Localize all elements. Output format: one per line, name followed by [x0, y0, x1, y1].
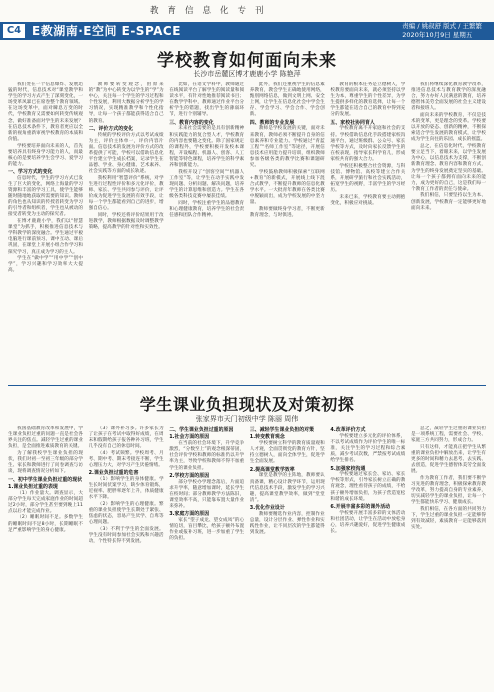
paragraph: 学生在“做中学”“用中学”“创中学”，学习兴趣和学习效率大大提高。 [8, 256, 83, 274]
masthead [0, 0, 494, 40]
paragraph: 在当前的社会环境下，升学竞争激烈，“分数至上”的观念根深蒂固，社会评价学校和教师的标准仍以升学率为主，导致学校和教师不得不加重学生的课业负担。 [169, 441, 245, 471]
article2-title: 学生课业负担现状及对策初探 [139, 395, 355, 414]
article-column [169, 426, 244, 688]
paragraph: 教师要精选作业内容，控制作业总量，设计分层作业、弹性作业和实践性作业，让不同层次的学生都能得到发展。 [249, 511, 325, 536]
paragraph: 学校要建立多元化的评价体系，不以考试成绩作为评价学生的唯一标准，关注学生的学习过程和综合素质，减少考试次数，严禁按考试成绩给学生排名。 [330, 433, 406, 464]
section-heading: 3.优化作业设计 [249, 505, 285, 512]
paragraph: 同时，学校注重学生的品德教育和心理健康教育，培养学生的社会责任感和团队合作精神。 [169, 200, 245, 218]
paragraph: 面向未来的学校教育，不仅是技术的变革，更是理念的变革。学校要以开放的姿态、创新的精神，不断探索适合学生发展的教育模式，让学校成为学生向往的乐园、成长的摇篮。 [411, 113, 486, 143]
paragraph: 学校还积极整合社会资源，与科技馆、博物馆、高校等建立合作关系，开展研学旅行和社会实践活动，拓宽学生的视野，丰富学生的学习经历。 [330, 163, 406, 193]
paragraph: 我国基础教育改革和发展中，学生课业负担过重的问题一直是社会各界关注的焦点。减轻学生过重的课业负担，是全面推进素质教育的关键。 [8, 426, 83, 450]
paragraph: 只有这样，才能真正把学生从繁重的课业负担中解放出来，让学生有更多的时间和精力去思考、去实践、去创造，促进学生德智体美劳全面发展。 [411, 444, 486, 475]
article-divider [8, 385, 486, 386]
section-heading: 2.学校方面的原因 [169, 472, 210, 479]
article-column [411, 82, 486, 380]
paragraph: 教师要做终身学习者，不断更新教育理念，与时俱进。 [249, 206, 325, 218]
masthead-info [402, 22, 482, 40]
section-heading: 四、教师的专业发展 [249, 119, 295, 126]
paragraph: 总之，减轻学生过重的课业负担是一项系统工程，需要社会、学校、家庭三方共同努力，形成合力。 [411, 426, 486, 444]
article-column [8, 426, 83, 688]
section-heading: 二、评价方式的变化 [88, 125, 134, 132]
masthead-slogan: 教育信息化专刊 [150, 6, 273, 16]
paragraph: （2）影响学生的心理健康。繁重的课业负担使学生长期处于紧张、焦虑的状态，容易产生厌学、自卑等心理问题。 [88, 502, 164, 526]
section-heading: 2.课业负担过重的危害 [88, 470, 139, 477]
paragraph: （2）睡眠时间不足。多数学生的睡眠时间不足8小时，长期睡眠不足严重影响学生的身心健康。 [8, 515, 83, 533]
paragraph: 比如，在语文学科中，教师通过在线阅读平台了解学生的阅读量和阅读水平，有针对性地推荐阅读书目；在数学学科中，教师通过作业平台分析学生的错题，找出学生的薄弱环节，进行个别辅导。 [169, 82, 245, 118]
article2-byline: 张家界市天门初级中学 陈丽 周伟 [195, 415, 299, 423]
paragraph: 部分学校办学理念落后，片面追求升学率，随意增加课时，延长学生在校时间；部分教师教学方法陈旧，课堂效率不高，只能靠布置大量作业来弥补。 [169, 479, 245, 509]
paragraph: 传统的学校评价方式以考试成绩为主，评价主体单一，评价内容片面。信息技术的发展为评价方式的改革提供了可能，学校可以借助信息化平台建立学生成长档案，记录学生在品德、学业、身心健康、艺术素养、社会实践等方面的成长轨迹。 [88, 132, 164, 175]
paragraph: 我们相信，只要坚持以生为本、创新发展，学校教育一定能够更好地面向未来。 [411, 193, 486, 211]
section-heading: 1.课业负担过重的表现 [8, 483, 58, 490]
paragraph: 学校要培养面向未来的人，首先要培养具有终身学习能力的人，而最核心的是要培养学生会学习、爱学习的能力。 [8, 143, 83, 167]
article-column [8, 82, 83, 380]
article-column [89, 82, 164, 380]
paragraph: 我们将继续深化教育教学改革，推进信息技术与教育教学的深度融合，努力办好人民满意的教育，培养德智体美劳全面发展的社会主义建设者和接班人。 [411, 82, 486, 112]
date-line: 2020年10月9日 星期五 [402, 31, 473, 39]
section-heading: 一、学习方式的变化 [8, 169, 53, 176]
paragraph: （1）影响学生的身体健康。学生长时间伏案学习，缺少体育锻炼，近视率、肥胖率逐年上升，体质健康水平下降。 [88, 477, 164, 501]
article-column [250, 426, 325, 688]
section-heading: 4.改革评价方式 [330, 427, 366, 434]
paragraph: 学校鼓励教师积极探索“互联网+教育”的新模式，开展线上线下混合式教学，不断提升教师的信息化教学水平。一大批青年教师在各类比赛中脱颖而出，成为学校发展的中坚力量。 [249, 169, 325, 206]
article1-byline: 长沙市岳麓区博才鹿鹿小学 陈艳萍 [193, 70, 301, 78]
article-column [250, 82, 325, 380]
paragraph: （3）课外补习多。许多家长为了让孩子在考试中取得好成绩，在周末和假期给孩子报各种补习班，学生几乎没有自己的休息时间。 [88, 426, 164, 450]
article-column [411, 426, 486, 688]
paragraph: 学校要通过家长会、家访、家长学校等形式，引导家长树立正确的教育观念，理性看待孩子的成绩，不给孩子额外增加负担，为孩子营造宽松和谐的成长环境。 [330, 472, 406, 502]
section-heading: 五、家校社协同育人 [330, 119, 375, 126]
paragraph: 我校开设了“创客空间”“机器人工作室”等，让学生在动手实践中发现问题、分析问题、解决问题，培养学生的计算思维和创造力。学生在各级各类科技竞赛中屡获佳绩。 [169, 169, 245, 200]
paragraph: 同时，学校还将评价结果用于改进教学，教师根据数据及时调整教学策略，提高教学的针对性和实效性。 [88, 212, 164, 231]
paragraph: （3）不利于学生的全面发展。学生没有时间参加社会实践和兴趣活动，个性特长得不到发展。 [88, 527, 164, 545]
section-heading: 三、教育内容的变化 [169, 119, 214, 126]
article1-title: 学校教育如何面向未来 [157, 51, 337, 71]
section-heading: 三、减轻学生课业负担的对策 [249, 427, 315, 434]
paragraph: 我们相信，在各方面的共同努力下，学生过重的课业负担一定能够得到有效减轻，素质教育一定能够落到实处。 [411, 507, 486, 531]
paragraph: 教育的根本任务是立德树人，学校教育要面向未来，就必须坚持以学生为本，尊重学生的个性差异，为学生提供多样化的教育选择，让每一个学生都能在适合自己的教育中得到充分的发展。 [330, 82, 406, 118]
paragraph: （1）作业量大。调查显示，大部分学生每天完成家庭作业的时间超过2小时，部分学生甚至要到晚上11点以后才能完成作业。 [8, 490, 83, 514]
paragraph: 总之，在信息化时代，学校教育要立足当下，着眼未来，以学生发展为中心，以信息技术为支撑，不断创新教育理念、教育内容和教育方式，为学生的终身发展奠定坚实的基础。让每一个孩子都拥有面向未来的能力，成为更好的自己，这是我们每一个教育工作者的责任与使命。 [411, 144, 486, 192]
paragraph: 课堂是教学的主阵地，教师要认真备课，精心设计教学环节，运用现代信息技术手段，激发学生的学习兴趣，提高课堂教学效率，做到“堂堂清”。 [249, 473, 325, 503]
section-heading: 1.转变教育观念 [249, 434, 285, 441]
paragraph: 学校要开展丰富多彩的文体活动和社团活动，让学生在活动中放松身心，培养兴趣爱好，促进学生健康成长。 [330, 510, 406, 534]
paragraph: 作为教育工作者，我们要不断学习先进的教育理念，积极探索教育教学改革，努力提高自身的专业素养，切实减轻学生的课业负担，让每一个学生都能快乐学习、健康成长。 [411, 475, 486, 506]
paragraph: 为了解我校学生课业负担的现状，我们对初一至初三年级的部分学生、家长和教师进行了问卷调查与访谈，现将调查情况分析如下。 [8, 450, 83, 475]
paragraph: 我们处在一个信息爆炸、发展迅猛的时代，信息技术对“课堂教学和学生的学习方式产生了深刻变化，一场变革风暴已在席卷整个教育领域。在这场变革中，面对瞬息万变的时代，学校教育又需要如何转变传统观念，做好准备面对学生的未来发展？在信息技术条件下，教育者更应以全新的视角重新审视学校教育的本质和价值。 [8, 82, 83, 142]
paragraph: 此外，我们还重视学生的信息素养教育，教会学生正确地使用网络，甄别网络信息，做到文明上网、安全上网，让学生在信息化社会中学会生存、学会学习、学会合作、学会创新。 [249, 82, 325, 118]
paragraph: 教师要转变观念，由原来的“教”为中心转变为以学生的“学”为中心，关注每一个学生的学习过程和个性发展，利用大数据分析学生的学习情况，实现精准教学和个性化指导，让每一个孩子都能获得适合自己的教育。 [88, 82, 164, 124]
section-heading: 6.开展丰富多彩的课外活动 [330, 503, 391, 510]
article-column [330, 82, 405, 380]
section-heading: 5.加强家校沟通 [330, 465, 366, 472]
paragraph: 在博才鹿鹿小学，我们以“智慧课堂”为抓手，积极推进信息技术与学科教学的深度融合。学生通过平板电脑进行课前预习、课中互动、课后巩固，在课堂上开展小组合作学习和探究学习，真正成为学习的主人。 [8, 219, 83, 255]
paragraph: 家长“望子成龙、望女成凤”的心情迫切，盲目攀比，给孩子额外布置作业或报补习班，进一步加重了学生的负担。 [169, 517, 245, 542]
article-column [330, 426, 405, 688]
section-title: E教湖南·E空间 E-SPACE [32, 24, 181, 38]
page-number: C4 [3, 24, 25, 38]
section-heading: 2.提高课堂教学效率 [249, 466, 295, 473]
paragraph: 学校要树立科学的教育质量观和人才观，全面贯彻党的教育方针，坚持立德树人，面向全体学生，促进学生全面发展。 [249, 441, 325, 465]
paragraph: 未来已来，学校教育要主动拥抱变化，积极应对挑战。 [330, 194, 406, 206]
paragraph: 我校利用“智慧评价”系统，对学生进行过程性评价和多元化评价，教师、家长、学生共同参与评价，让评价成为促进学生发展的有效手段，让每一个学生都能看到自己的进步，增强自信心。 [88, 175, 164, 212]
article-column [89, 426, 164, 688]
article-column [169, 82, 244, 380]
paragraph: （4）考试频繁。学校周考、月考、期中考、期末考接连不断，学生心理压力大，对学习产生厌倦情绪。 [88, 450, 164, 469]
section-heading: 一、初中学生课业负担过重的现状 [8, 476, 83, 483]
section-heading: 3.家庭方面的原因 [169, 511, 210, 518]
section-heading: 二、学生课业负担过重的原因 [169, 427, 234, 434]
editor-line: 责编 / 姚叔舒 版式 / 王繁繁 [402, 22, 482, 30]
paragraph: 未来社会需要的是具有创新精神和实践能力的复合型人才，学校教育的内容也要随之变化。除了国家规定的课程外，学校要积极开发校本课程，开设编程、机器人、创客、人工智能等特色课程，培养学生的科学素养和创新能力。 [169, 126, 245, 168]
section-heading: 1.社会方面的原因 [169, 434, 210, 441]
paragraph: 信息时代，学生的学习方式已发生了巨大的变化，网络上海量的学习资源和丰富的学习工具，使学生能够随时随地地获取所需要的知识。教师的角色也从知识的传授者转变为学习的引导者和组织者，学生也从被动的接受者转变为主动的探究者。 [8, 175, 83, 218]
paragraph: 学校教育离不开家庭和社会的支持。学校借助信息化手段搭建家校沟通平台，通过班级群、公众号、家长学校等方式，及时向家长反馈学生的在校表现，指导家长科学育儿，形成家校共育的强大合力。 [330, 126, 406, 162]
paragraph: 教师是学校发展的关键，面对未来教育，教师必须不断提升自身的信息素养和专业能力。学校通过“青蓝工程”“名师工作室”等途径，开展信息技术应用能力提升培训，组织教师参加各级各类的教学比赛和课题研究。 [249, 126, 325, 168]
